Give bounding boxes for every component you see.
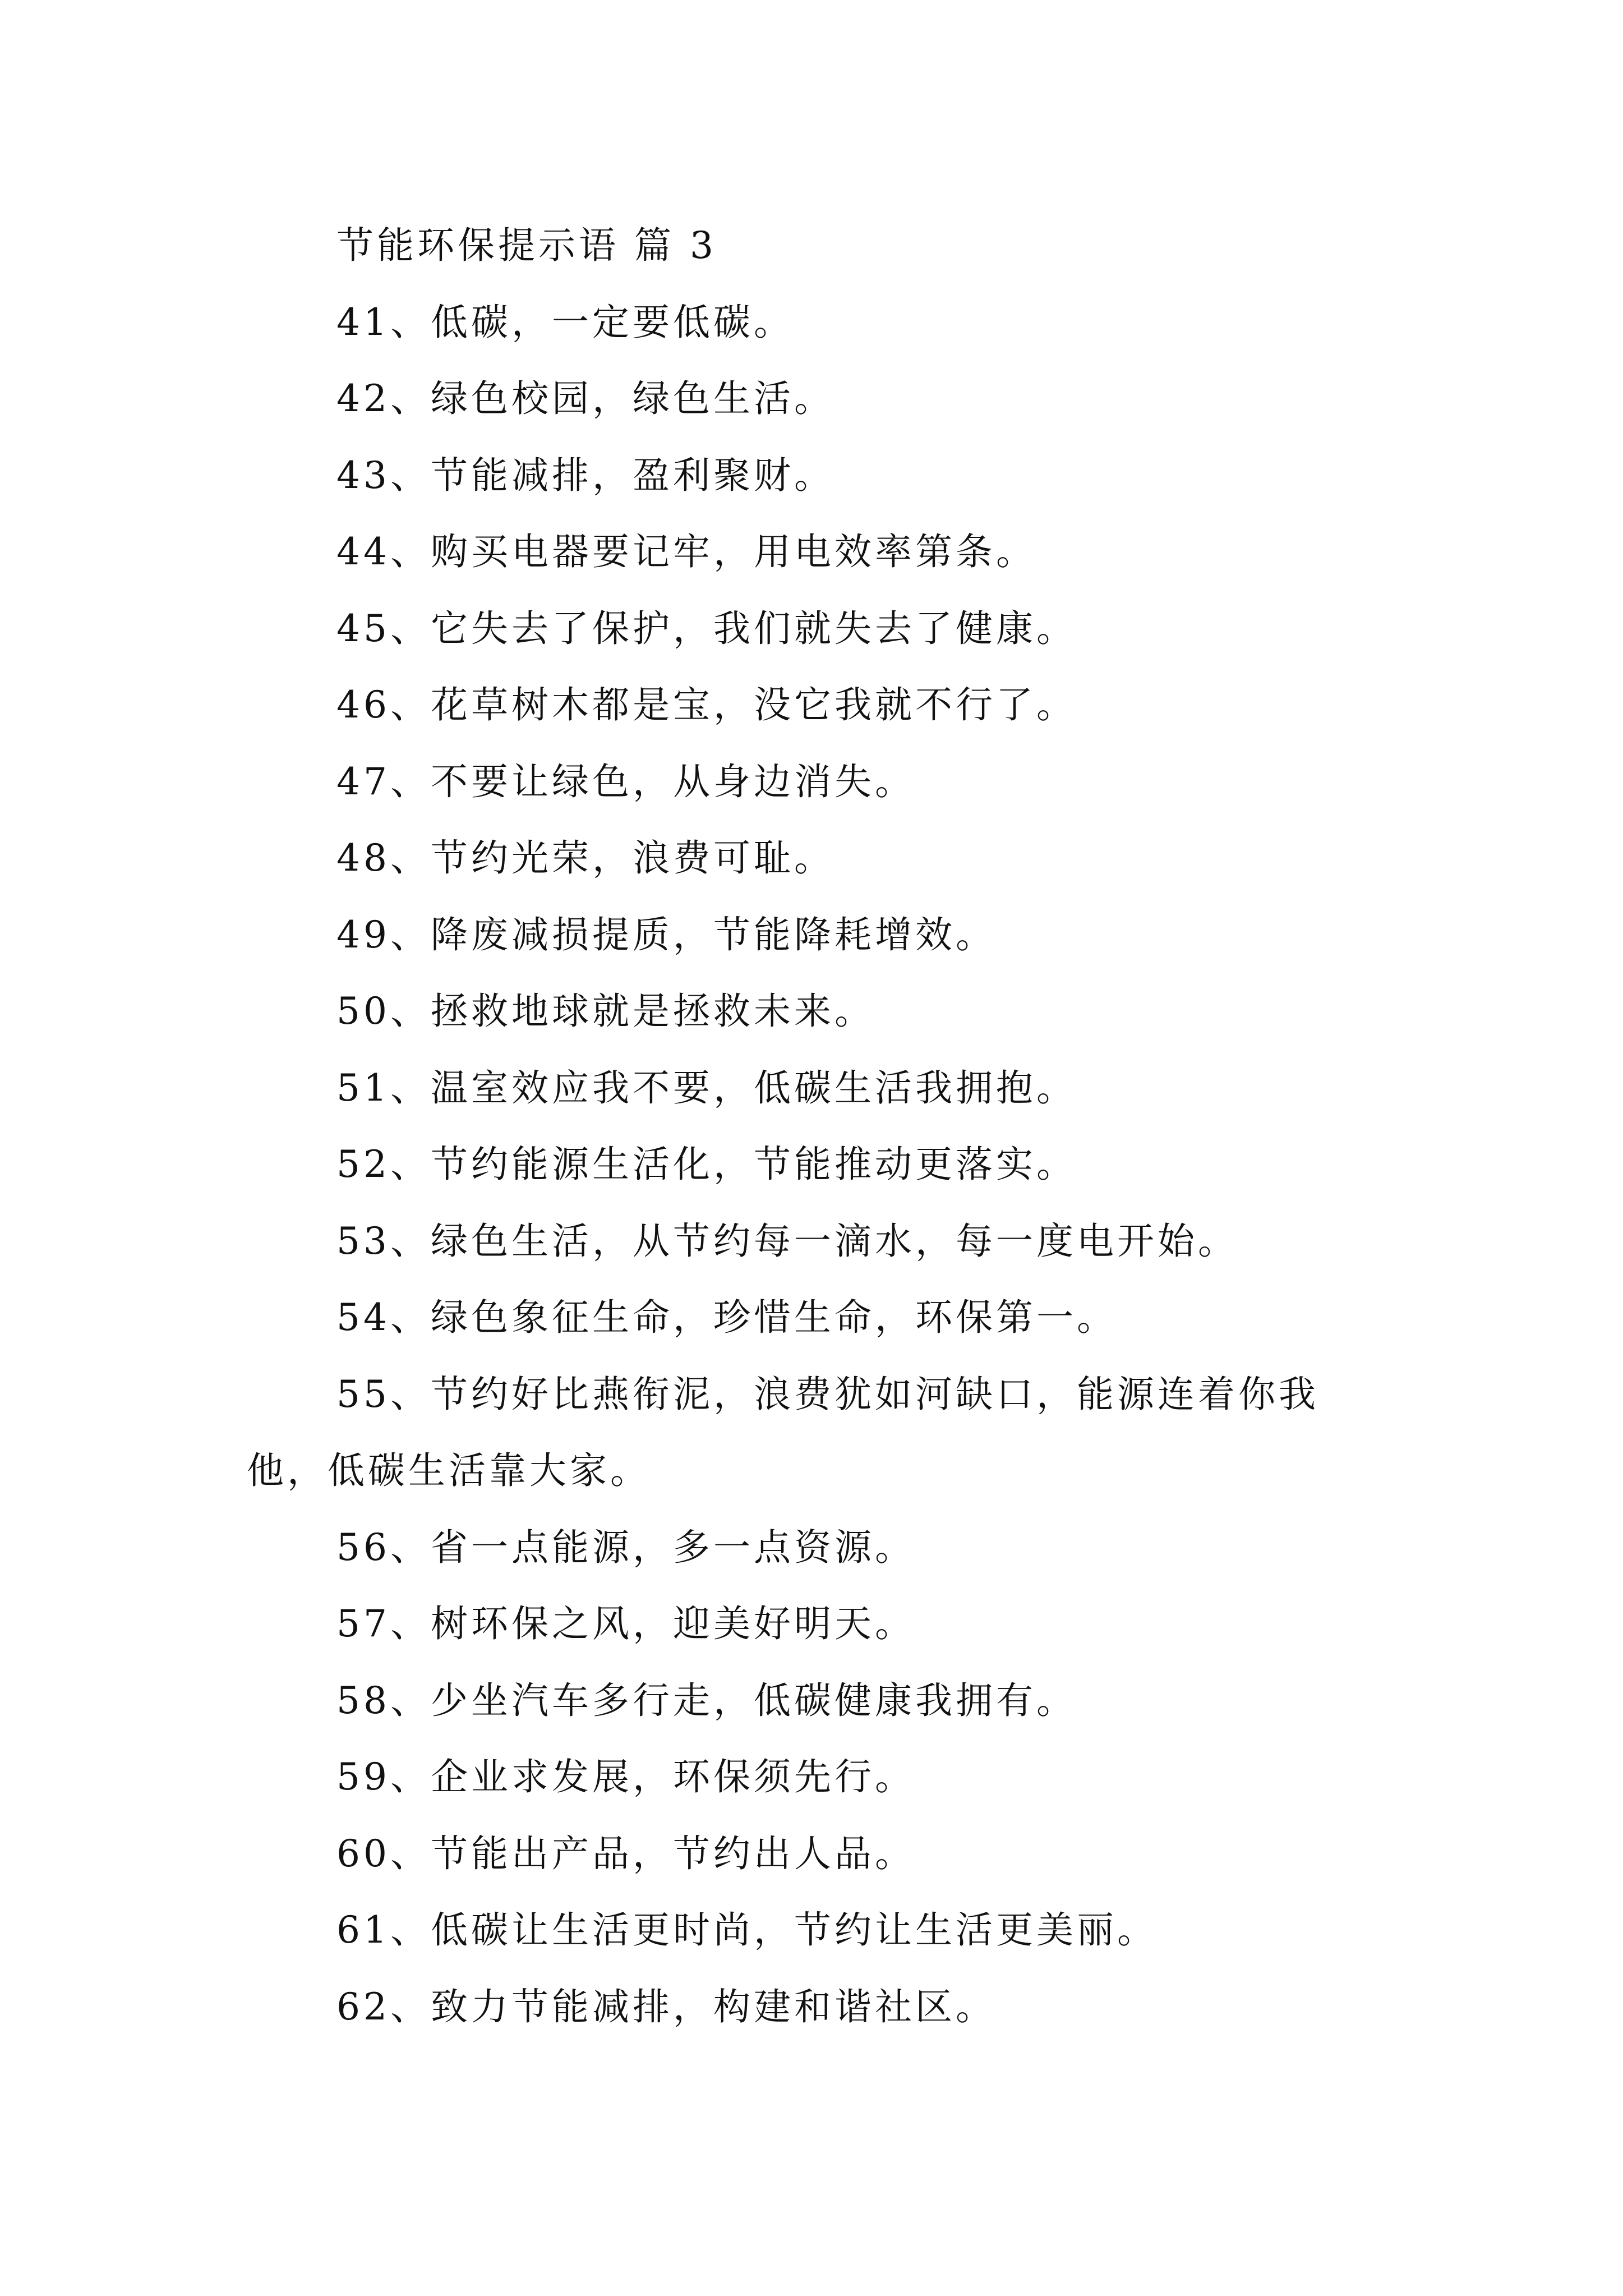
slogan-line: 53、绿色生活，从节约每一滴水，每一度电开始。 — [336, 1219, 1238, 1263]
slogan-line: 48、节约光荣，浪费可耻。 — [336, 836, 834, 880]
slogan-line: 47、不要让绿色，从身边消失。 — [336, 760, 915, 803]
slogan-line: 45、它失去了保护，我们就失去了健康。 — [336, 606, 1077, 650]
slogan-line: 46、花草树木都是宝，没它我就不行了。 — [336, 683, 1077, 726]
slogan-line: 44、购买电器要记牢，用电效率第条。 — [336, 530, 1036, 573]
document-body — [247, 208, 1396, 2045]
slogan-line: 60、节能出产品，节约出人品。 — [336, 1832, 915, 1875]
slogan-line: 52、节约能源生活化，节能推动更落实。 — [336, 1143, 1077, 1186]
slogan-line-continuation: 他，低碳生活靠大家。 — [247, 1449, 651, 1492]
slogan-line: 55、节约好比燕衔泥，浪费犹如河缺口，能源连着你我 — [336, 1372, 1319, 1416]
slogan-line: 51、温室效应我不要，低碳生活我拥抱。 — [336, 1066, 1077, 1110]
slogan-line: 49、降废减损提质，节能降耗增效。 — [336, 913, 996, 956]
slogan-line: 59、企业求发展，环保须先行。 — [336, 1755, 915, 1798]
slogan-line: 50、拯救地球就是拯救未来。 — [336, 990, 875, 1033]
section-heading: 节能环保提示语 篇 3 — [336, 224, 717, 267]
slogan-line: 42、绿色校园，绿色生活。 — [336, 377, 834, 420]
slogan-line: 56、省一点能源，多一点资源。 — [336, 1525, 915, 1569]
slogan-line: 61、低碳让生活更时尚，节约让生活更美丽。 — [336, 1908, 1158, 1952]
slogan-line: 58、少坐汽车多行走，低碳健康我拥有。 — [336, 1678, 1077, 1722]
slogan-line: 54、绿色象征生命，珍惜生命，环保第一。 — [336, 1296, 1117, 1339]
slogan-line: 43、节能减排，盈利聚财。 — [336, 453, 834, 497]
slogan-line: 62、致力节能减排，构建和谐社区。 — [336, 1985, 996, 2028]
slogan-line: 57、树环保之风，迎美好明天。 — [336, 1602, 915, 1645]
slogan-line: 41、低碳，一定要低碳。 — [336, 300, 794, 344]
